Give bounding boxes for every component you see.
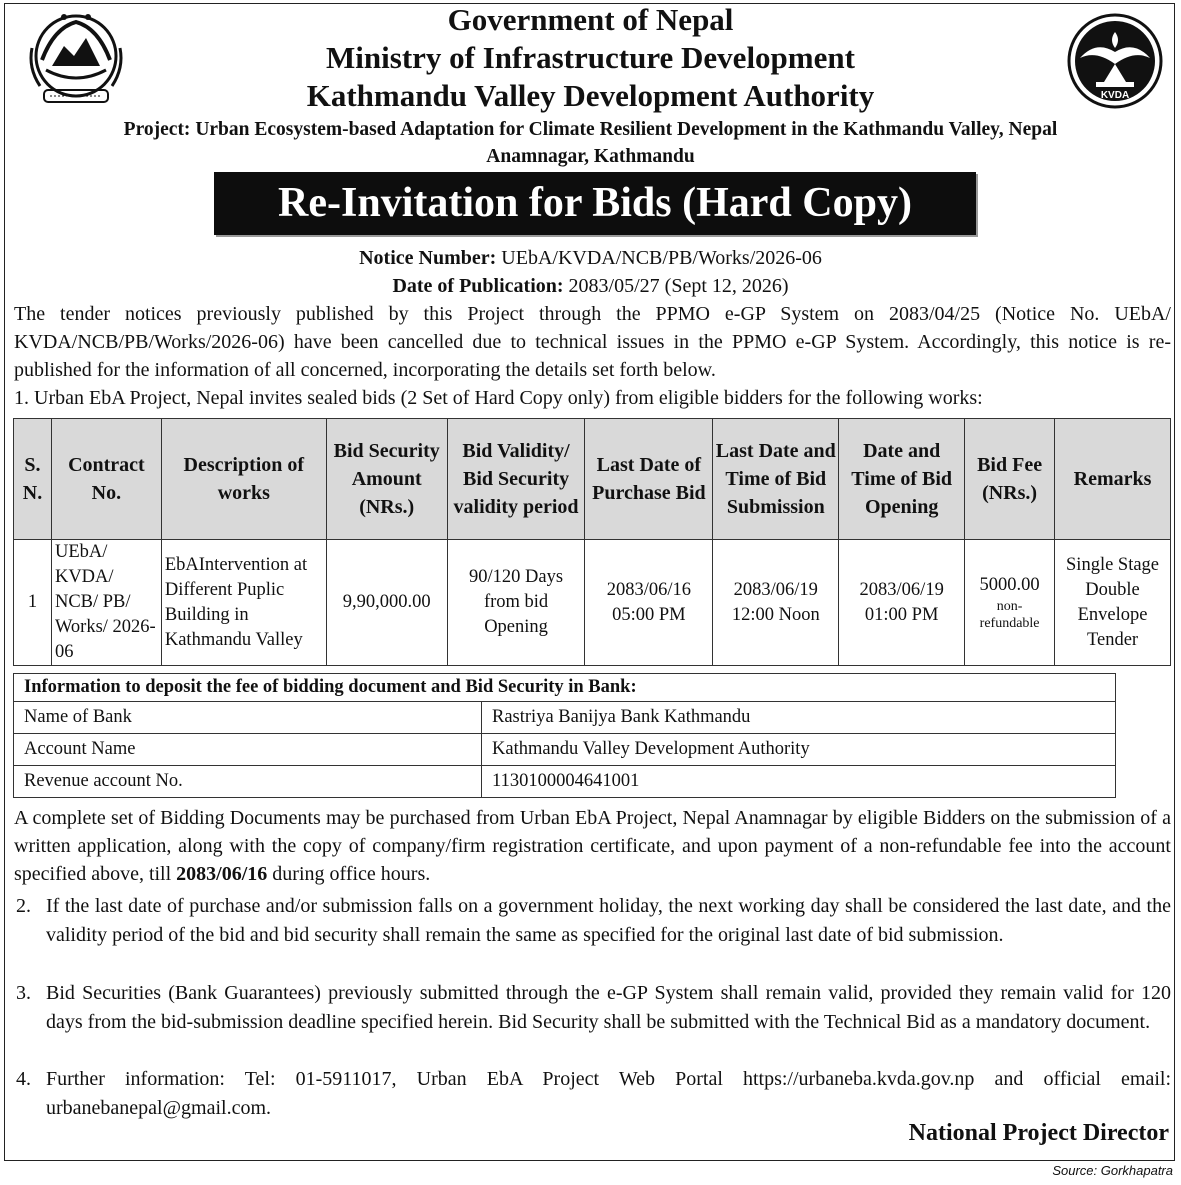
- bank-info-title: Information to deposit the fee of bidding document and Bid Security in Bank:: [14, 674, 1116, 702]
- col-header-purchase: Last Date of Purchase Bid: [585, 419, 713, 540]
- cell-submission: 2083/06/19 12:00 Noon: [713, 540, 839, 666]
- bid-table: [13, 418, 1171, 666]
- notice-number-label: Notice Number:: [359, 247, 497, 269]
- fee-amount: 5000.00: [979, 575, 1040, 595]
- table-header-row: [14, 419, 1171, 540]
- point-2: [14, 892, 1171, 950]
- notice-banner: Re-Invitation for Bids (Hard Copy): [214, 172, 976, 235]
- account-name-label: Account Name: [14, 734, 482, 766]
- table-row: [14, 766, 1116, 798]
- notice-number-value: UEbA/KVDA/NCB/PB/Works/2026-06: [501, 247, 822, 269]
- point-2-number: 2.: [16, 895, 31, 917]
- point-3-text: Bid Securities (Bank Guarantees) previously submitted through the e-GP System shall remain valid, provided they remain valid for 120 days from the bid-submission deadline specified herein. Bid Security shall be submitted with the Technical Bid as a mandatory document.: [46, 982, 1171, 1033]
- bank-name-value: Rastriya Banijya Bank Kathmandu: [482, 702, 1116, 734]
- cell-remarks: Single Stage Double Envelope Tender: [1055, 540, 1171, 666]
- cell-opening: 2083/06/19 01:00 PM: [839, 540, 965, 666]
- intro-paragraph: The tender notices previously published by this Project through the PPMO e-GP System on 2083/04/25 (Notice No. UEbA/ KVDA/NCB/PB/Works/2026-06) have been cancelled due to technical issues in the PPMO e-GP System. Accordingly, this notice is re-published for the information of all concerned, incorporating the details set forth below.: [14, 303, 1171, 381]
- revenue-account-label: Revenue account No.: [14, 766, 482, 798]
- bank-name-label: Name of Bank: [14, 702, 482, 734]
- signoff: National Project Director: [908, 1120, 1169, 1146]
- invitation-point-1: 1. Urban EbA Project, Nepal invites sealed bids (2 Set of Hard Copy only) from eligible bidders for the following works:: [14, 387, 983, 409]
- point-4-text: Further information: Tel: 01-5911017, Urban EbA Project Web Portal https://urbaneba.kvda.gov.np and official email: urbanebanepal@gmail.com.: [46, 1068, 1171, 1119]
- cell-purchase: 2083/06/16 05:00 PM: [585, 540, 713, 666]
- header-ministry: Ministry of Infrastructure Development: [326, 40, 855, 75]
- purchase-text-before: A complete set of Bidding Documents may be purchased from Urban EbA Project, Nepal Anamnagar by eligible Bidders on the submission of a written application, along with the copy of company/firm registration certificate, and upon payment of a non-refundable fee into the account specified above, till: [14, 807, 1171, 885]
- col-header-contract: Contract No.: [51, 419, 161, 540]
- point-4: [14, 1065, 1171, 1123]
- cell-fee: [965, 540, 1055, 666]
- table-row: [14, 540, 1171, 666]
- bank-info-title-row: [14, 674, 1116, 702]
- project-label: Project:: [123, 119, 191, 140]
- cell-description: EbAIntervention at Different Puplic Building in Kathmandu Valley: [161, 540, 326, 666]
- cell-sn: 1: [14, 540, 52, 666]
- col-header-fee: Bid Fee (NRs.): [965, 419, 1055, 540]
- point-4-number: 4.: [16, 1068, 31, 1090]
- cell-contract: UEbA/ KVDA/ NCB/ PB/ Works/ 2026-06: [51, 540, 161, 666]
- bank-info-table: [13, 673, 1116, 798]
- revenue-account-value: 1130100004641001: [482, 766, 1116, 798]
- point-3: [14, 979, 1171, 1037]
- table-row: [14, 734, 1116, 766]
- table-row: [14, 702, 1116, 734]
- col-header-sn: S. N.: [14, 419, 52, 540]
- point-3-number: 3.: [16, 982, 31, 1004]
- header-authority: Kathmandu Valley Development Authority: [306, 78, 875, 113]
- col-header-remarks: Remarks: [1055, 419, 1171, 540]
- kvda-logo-text: KVDA: [1100, 90, 1130, 101]
- notice-number: [0, 248, 1181, 268]
- publication-date-value: 2083/05/27 (Sept 12, 2026): [568, 275, 789, 297]
- fee-note: non-refundable: [979, 599, 1040, 631]
- col-header-security: Bid Security Amount (NRs.): [326, 419, 447, 540]
- project-name: Urban Ecosystem-based Adaptation for Climate Resilient Development in the Kathmandu Valley, Nepal: [195, 119, 1058, 140]
- project-location: Anamnagar, Kathmandu: [486, 146, 695, 167]
- col-header-description: Description of works: [161, 419, 326, 540]
- account-name-value: Kathmandu Valley Development Authority: [482, 734, 1116, 766]
- purchase-paragraph: [14, 804, 1171, 888]
- point-2-text: If the last date of purchase and/or submission falls on a government holiday, the next working day shall be considered the last date, and the validity period of the bid and bid security shall remain the same as specified for the original last date of bid submission.: [46, 895, 1171, 946]
- publication-date: [0, 276, 1181, 296]
- header-government: Government of Nepal: [447, 2, 734, 37]
- purchase-text-after: during office hours.: [267, 863, 431, 885]
- project-title: [0, 116, 1181, 170]
- cell-validity: 90/120 Days from bid Opening: [447, 540, 585, 666]
- purchase-deadline: 2083/06/16: [176, 863, 268, 885]
- publication-date-label: Date of Publication:: [392, 275, 564, 297]
- source-credit: Source: Gorkhapatra: [1052, 1163, 1173, 1178]
- col-header-opening: Date and Time of Bid Opening: [839, 419, 965, 540]
- col-header-validity: Bid Validity/ Bid Security validity period: [447, 419, 585, 540]
- cell-security: 9,90,000.00: [326, 540, 447, 666]
- col-header-submission: Last Date and Time of Bid Submission: [713, 419, 839, 540]
